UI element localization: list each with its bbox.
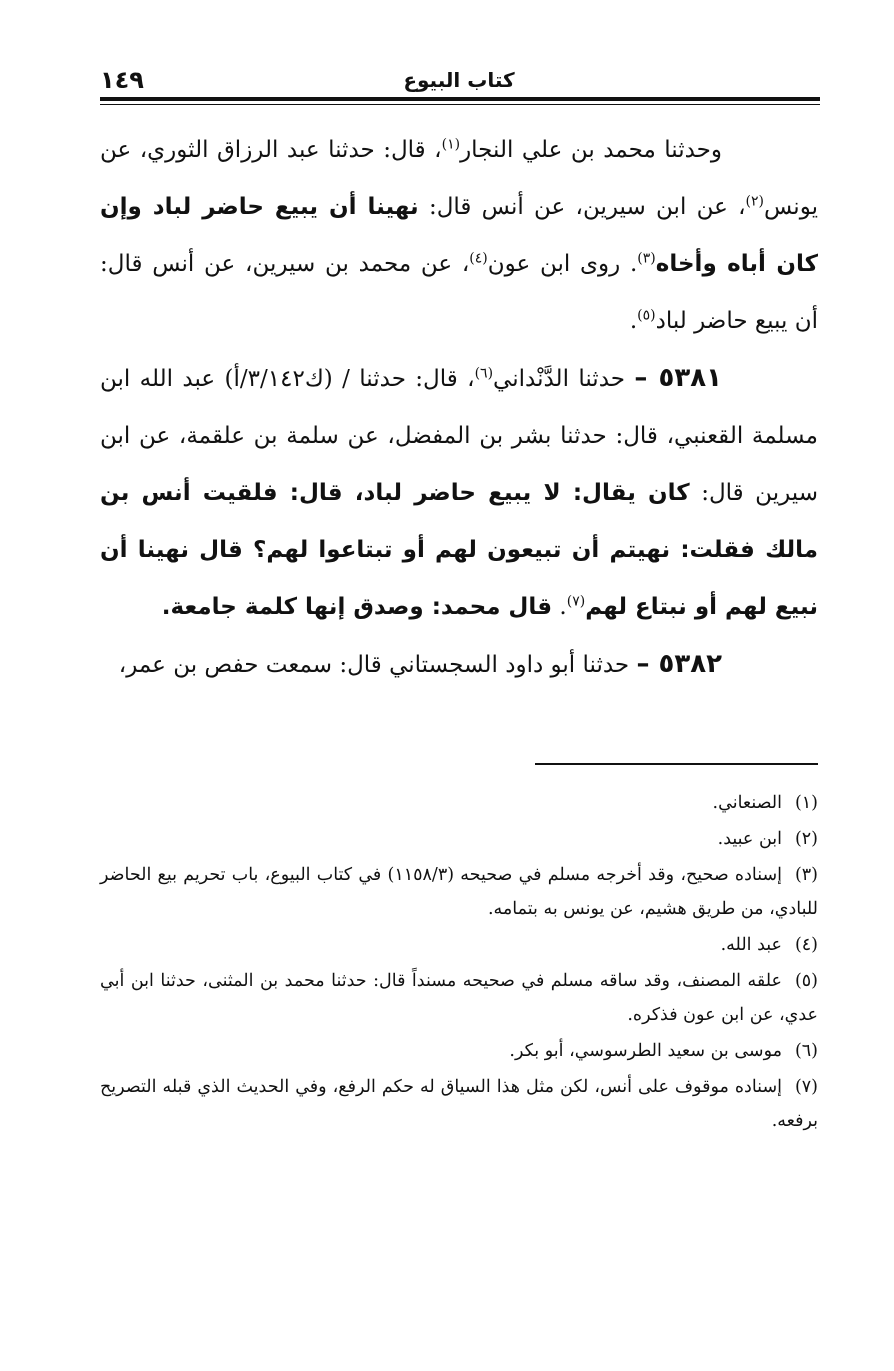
footnote [100, 1034, 818, 1068]
footnote-text: عبد الله. [720, 935, 782, 955]
hadith-5381 [100, 350, 818, 636]
header-rule-thin [100, 104, 820, 105]
page-number: ١٤٩ [100, 66, 144, 94]
footnote-text: علقه المصنف، وقد ساقه مسلم في صحيحه مسنداً قال: حدثنا محمد بن المثنى، حدثنا ابن أبي عدي، عن ابن عون فذكره. [100, 971, 818, 1025]
footnote-ref: (٥) [637, 307, 656, 324]
footnote [100, 858, 818, 926]
footnote-number: (٥) [794, 971, 818, 991]
bold-text: نهينا أن يبيع حاضر لباد وإن كان أباه وأخاه [100, 194, 818, 277]
hadith-5382 [100, 636, 818, 694]
hadith-number: ٥٣٨٢ – [636, 649, 722, 679]
chapter-title: كتاب البيوع [403, 68, 515, 92]
text-span: وحدثنا محمد بن علي النجار [460, 137, 723, 163]
footnote [100, 822, 818, 856]
footnote [100, 928, 818, 962]
footnote-number: (٢) [794, 829, 818, 849]
footnote-ref: (٣) [637, 250, 656, 267]
footnote-ref: (٦) [474, 365, 494, 382]
footnote-ref: (١) [441, 136, 461, 153]
text-span: . [629, 308, 638, 334]
footnote-ref: (٤) [469, 250, 488, 267]
hadith-number: ٥٣٨١ – [634, 363, 722, 393]
footnote-ref: (٧) [566, 593, 586, 610]
text-span: . روى ابن عون [487, 251, 638, 277]
text-span: ، عن محمد بن سيرين، عن أنس قال: أن يبيع حاضر لباد [100, 251, 818, 334]
bold-text: كان يقال: لا يبيع حاضر لباد، قال: فلقيت أنس بن مالك فقلت: نهيتم أن تبيعون لهم أو تبتاعوا لهم؟ قال نهينا أن نبيع لهم أو نبتاع لهم [100, 480, 818, 620]
footnote-text: الصنعاني. [712, 793, 782, 813]
text-span: حدثنا الدَّنْداني [493, 366, 635, 392]
footnote-separator [535, 763, 818, 765]
footnote-ref: (٢) [745, 193, 764, 210]
footnote-text: إسناده موقوف على أنس، لكن مثل هذا السياق له حكم الرفع، وفي الحديث الذي قبله التصريح برفعه. [100, 1077, 818, 1131]
footnote [100, 1070, 818, 1138]
running-header [100, 60, 818, 96]
footnote-text: إسناده صحيح، وقد أخرجه مسلم في صحيحه (١١٥٨/٣) في كتاب البيوع، باب تحريم بيع الحاضر للبادي، من طريق هشيم، عن يونس به بتمامه. [100, 865, 818, 919]
text-span: ، عن ابن سيرين، عن أنس قال: [418, 194, 746, 220]
footnote-number: (٧) [794, 1077, 818, 1097]
text-span: . [552, 594, 567, 620]
footnote-text: موسى بن سعيد الطرسوسي، أبو بكر. [509, 1041, 782, 1061]
footnote [100, 786, 818, 820]
footnote-number: (٦) [794, 1041, 818, 1061]
footnote-number: (٤) [794, 935, 818, 955]
footnote [100, 964, 818, 1032]
footnote-number: (٣) [794, 865, 818, 885]
main-text [100, 122, 818, 694]
footnote-number: (١) [794, 793, 818, 813]
bold-text: قال محمد: وصدق إنها كلمة جامعة. [161, 594, 553, 620]
footnote-text: ابن عبيد. [717, 829, 782, 849]
header-rule [100, 97, 820, 101]
text-span: حدثنا أبو داود السجستاني قال: سمعت حفص بن عمر، [118, 652, 637, 678]
text-span: ، قال: حدثنا / (ك٣/١٤٢/أ) عبد الله ابن مسلمة القعنبي، قال: حدثنا بشر بن المفضل، عن سلمة بن علقمة، عن ابن سيرين قال: [100, 366, 818, 506]
footnotes [100, 786, 818, 1140]
text-span: ، قال: حدثنا عبد الرزاق الثوري، عن يونس [100, 137, 818, 220]
paragraph-intro [100, 122, 818, 350]
